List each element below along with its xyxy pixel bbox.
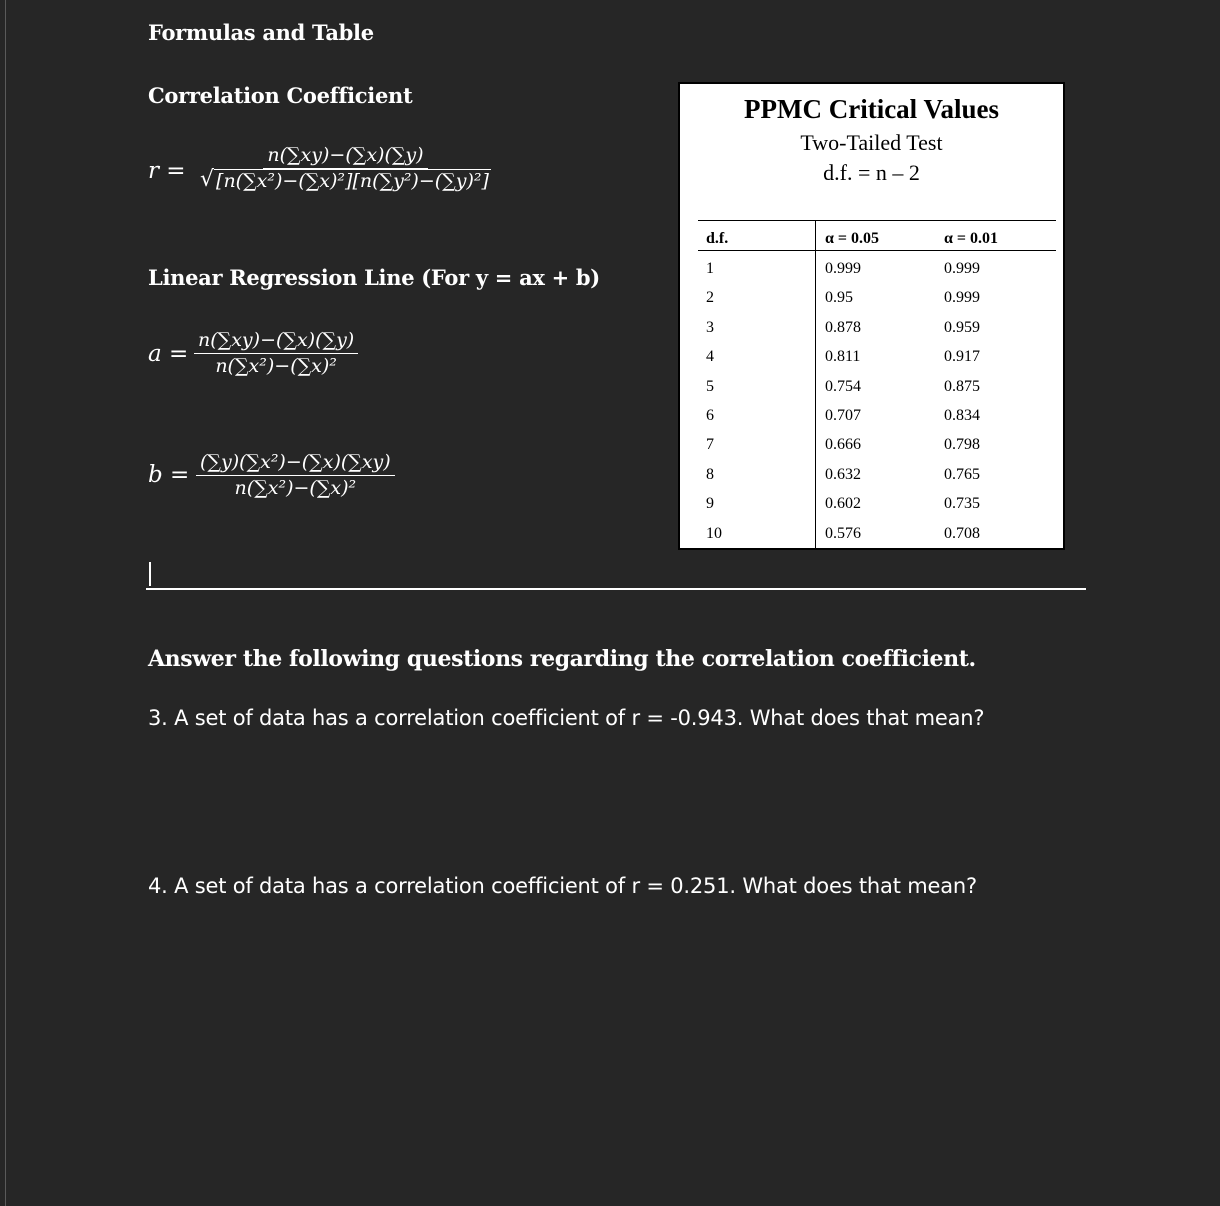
square-root-icon: √ [200, 167, 215, 192]
table-title: PPMC Critical Values [744, 94, 999, 124]
table-cell-alpha-005: 0.666 [825, 436, 861, 454]
table-cell-alpha-005: 0.632 [825, 465, 861, 483]
table-cell-df: 9 [706, 495, 714, 513]
slope-lhs: a = [148, 341, 189, 367]
table-cell-df: 5 [706, 377, 714, 395]
intercept-fraction [196, 450, 395, 500]
table-cell-alpha-001: 0.834 [944, 407, 980, 424]
table-cell-alpha-001: 0.798 [944, 436, 980, 454]
text-cursor [149, 562, 151, 586]
slope-fraction [194, 328, 358, 378]
ppmc-critical-values-table [678, 82, 1065, 550]
table-cell-df: 4 [706, 348, 714, 366]
slope-numerator: n(∑xy)−(∑x)(∑y) [194, 328, 358, 354]
table-cell-alpha-001: 0.917 [944, 348, 980, 366]
table-subtitle: Two-Tailed Test [800, 130, 943, 155]
regression-heading: Linear Regression Line (For y = ax + b) [148, 265, 600, 290]
table-cell-alpha-005: 0.811 [825, 348, 861, 366]
table-cell-alpha-001: 0.735 [944, 495, 980, 513]
correlation-fraction [196, 143, 495, 192]
intercept-denominator: n(∑x²)−(∑x)² [234, 477, 357, 499]
left-edge-divider [5, 0, 6, 1206]
page-title: Formulas and Table [148, 20, 374, 45]
slope-denominator: n(∑x²)−(∑x)² [215, 355, 337, 377]
header-df: d.f. [706, 230, 729, 247]
table-cell-alpha-005: 0.707 [825, 407, 861, 424]
question-4: 4. A set of data has a correlation coefficient of r = 0.251. What does that mean? [148, 874, 977, 898]
header-alpha-001: α = 0.01 [944, 230, 999, 247]
intercept-lhs: b = [148, 462, 190, 488]
table-cell-df: 3 [706, 318, 714, 336]
table-cell-alpha-001: 0.765 [944, 465, 980, 483]
table-column-divider [815, 220, 816, 548]
table-cell-df: 1 [706, 260, 714, 277]
correlation-denominator-root [196, 169, 495, 192]
correlation-denominator: [n(∑x²)−(∑x)²][n(∑y²)−(∑y)²] [216, 170, 489, 192]
correlation-numerator: n(∑xy)−(∑x)(∑y) [263, 143, 427, 169]
table-cell-alpha-001: 0.875 [944, 377, 980, 395]
table-cell-alpha-005: 0.999 [825, 260, 861, 277]
intercept-numerator: (∑y)(∑x²)−(∑x)(∑xy) [196, 450, 395, 476]
table-cell-alpha-005: 0.95 [825, 289, 853, 307]
correlation-heading: Correlation Coefficient [148, 83, 413, 108]
questions-heading: Answer the following questions regarding the correlation coefficient. [148, 646, 976, 672]
table-cell-df: 2 [706, 289, 714, 307]
section-divider [146, 588, 1086, 590]
table-cell-df: 8 [706, 465, 714, 483]
table-cell-alpha-005: 0.576 [825, 524, 861, 542]
table-top-rule [698, 220, 1056, 221]
table-cell-alpha-001: 0.959 [944, 318, 980, 336]
table-cell-df: 10 [706, 524, 722, 542]
table-cell-alpha-005: 0.754 [825, 377, 861, 395]
degrees-of-freedom-formula: d.f. = n – 2 [823, 160, 920, 185]
table-header-rule [698, 250, 1056, 251]
table-cell-df: 6 [706, 407, 714, 424]
correlation-lhs: r = [148, 158, 186, 184]
header-alpha-005: α = 0.05 [825, 230, 880, 247]
table-cell-alpha-005: 0.602 [825, 495, 861, 513]
table-cell-alpha-001: 0.999 [944, 260, 980, 277]
table-cell-alpha-001: 0.999 [944, 289, 980, 307]
table-cell-alpha-001: 0.708 [944, 524, 980, 542]
question-3: 3. A set of data has a correlation coefficient of r = -0.943. What does that mean? [148, 706, 985, 730]
table-cell-df: 7 [706, 436, 714, 454]
table-cell-alpha-005: 0.878 [825, 318, 861, 336]
